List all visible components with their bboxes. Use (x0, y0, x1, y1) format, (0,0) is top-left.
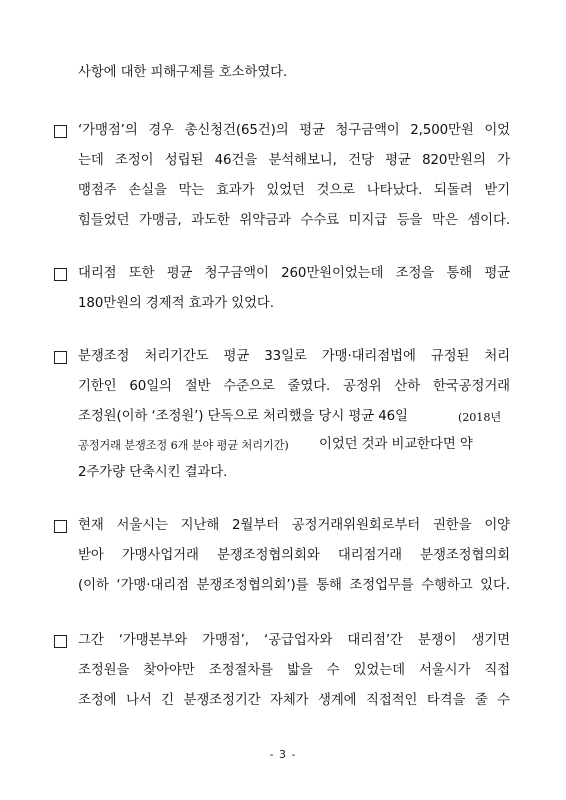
text-line: 현재 서울시는 지난해 2월부터 공정거래위원회로부터 권한을 이양 (78, 518, 510, 533)
text-line: 맹점주 손실을 막는 효과가 있었던 것으로 나타났다. 되돌려 받기 (78, 183, 510, 198)
footnote-inline: (2018년 (458, 411, 502, 424)
text-line: 2주가량 단축시킨 결과다. (78, 465, 228, 480)
checkbox-bullet-icon (54, 520, 67, 533)
checkbox-bullet-icon (54, 268, 67, 281)
text-line: 180만원의 경제적 효과가 있었다. (78, 296, 274, 311)
text-line: 조정원을 찾아야만 조정절차를 밟을 수 있었는데 서울시가 직접 (78, 663, 510, 678)
text-line: 이었던 것과 비교한다면 약 (319, 437, 473, 452)
text-line: 힘들었던 가맹금, 과도한 위약금과 수수료 미지급 등을 막은 셈이다. (78, 213, 510, 228)
text-line: 그간 ‘가맹본부와 가맹점’, ‘공급업자와 대리점’간 분쟁이 생기면 (78, 633, 510, 648)
text-line: 대리점 또한 평균 청구금액이 260만원이었는데 조정을 통해 평균 (78, 266, 510, 281)
text-line: 조정에 나서 긴 분쟁조정기간 자체가 생계에 직접적인 타격을 줄 수 (78, 693, 510, 708)
text-line: 받아 가맹사업거래 분쟁조정협의회와 대리점거래 분쟁조정협의회 (78, 548, 510, 563)
text-line: 조정원(이하 ‘조정원’) 단독으로 처리했을 당시 평균 46일 (78, 409, 408, 424)
page-number: - 3 - (269, 748, 297, 761)
text-line: ‘가맹점’의 경우 총신청건(65건)의 평균 청구금액이 2,500만원 이었 (78, 123, 510, 138)
text-line: 분쟁조정 처리기간도 평균 33일로 가맹·대리점법에 규정된 처리 (78, 349, 510, 364)
footnote-inline: 공정거래 분쟁조정 6개 분야 평균 처리기간) (78, 439, 289, 452)
checkbox-bullet-icon (54, 635, 67, 648)
text-line: 기한인 60일의 절반 수준으로 줄였다. 공정위 산하 한국공정거래 (78, 379, 510, 394)
text-line: (이하 ‘가맹·대리점 분쟁조정협의회’)를 통해 조정업무를 수행하고 있다. (78, 578, 510, 593)
text-line: 는데 조정이 성립된 46건을 분석해보니, 건당 평균 820만원의 가 (78, 153, 510, 168)
checkbox-bullet-icon (54, 351, 67, 364)
text-line: 사항에 대한 피해구제를 호소하였다. (78, 65, 288, 80)
checkbox-bullet-icon (54, 125, 67, 138)
